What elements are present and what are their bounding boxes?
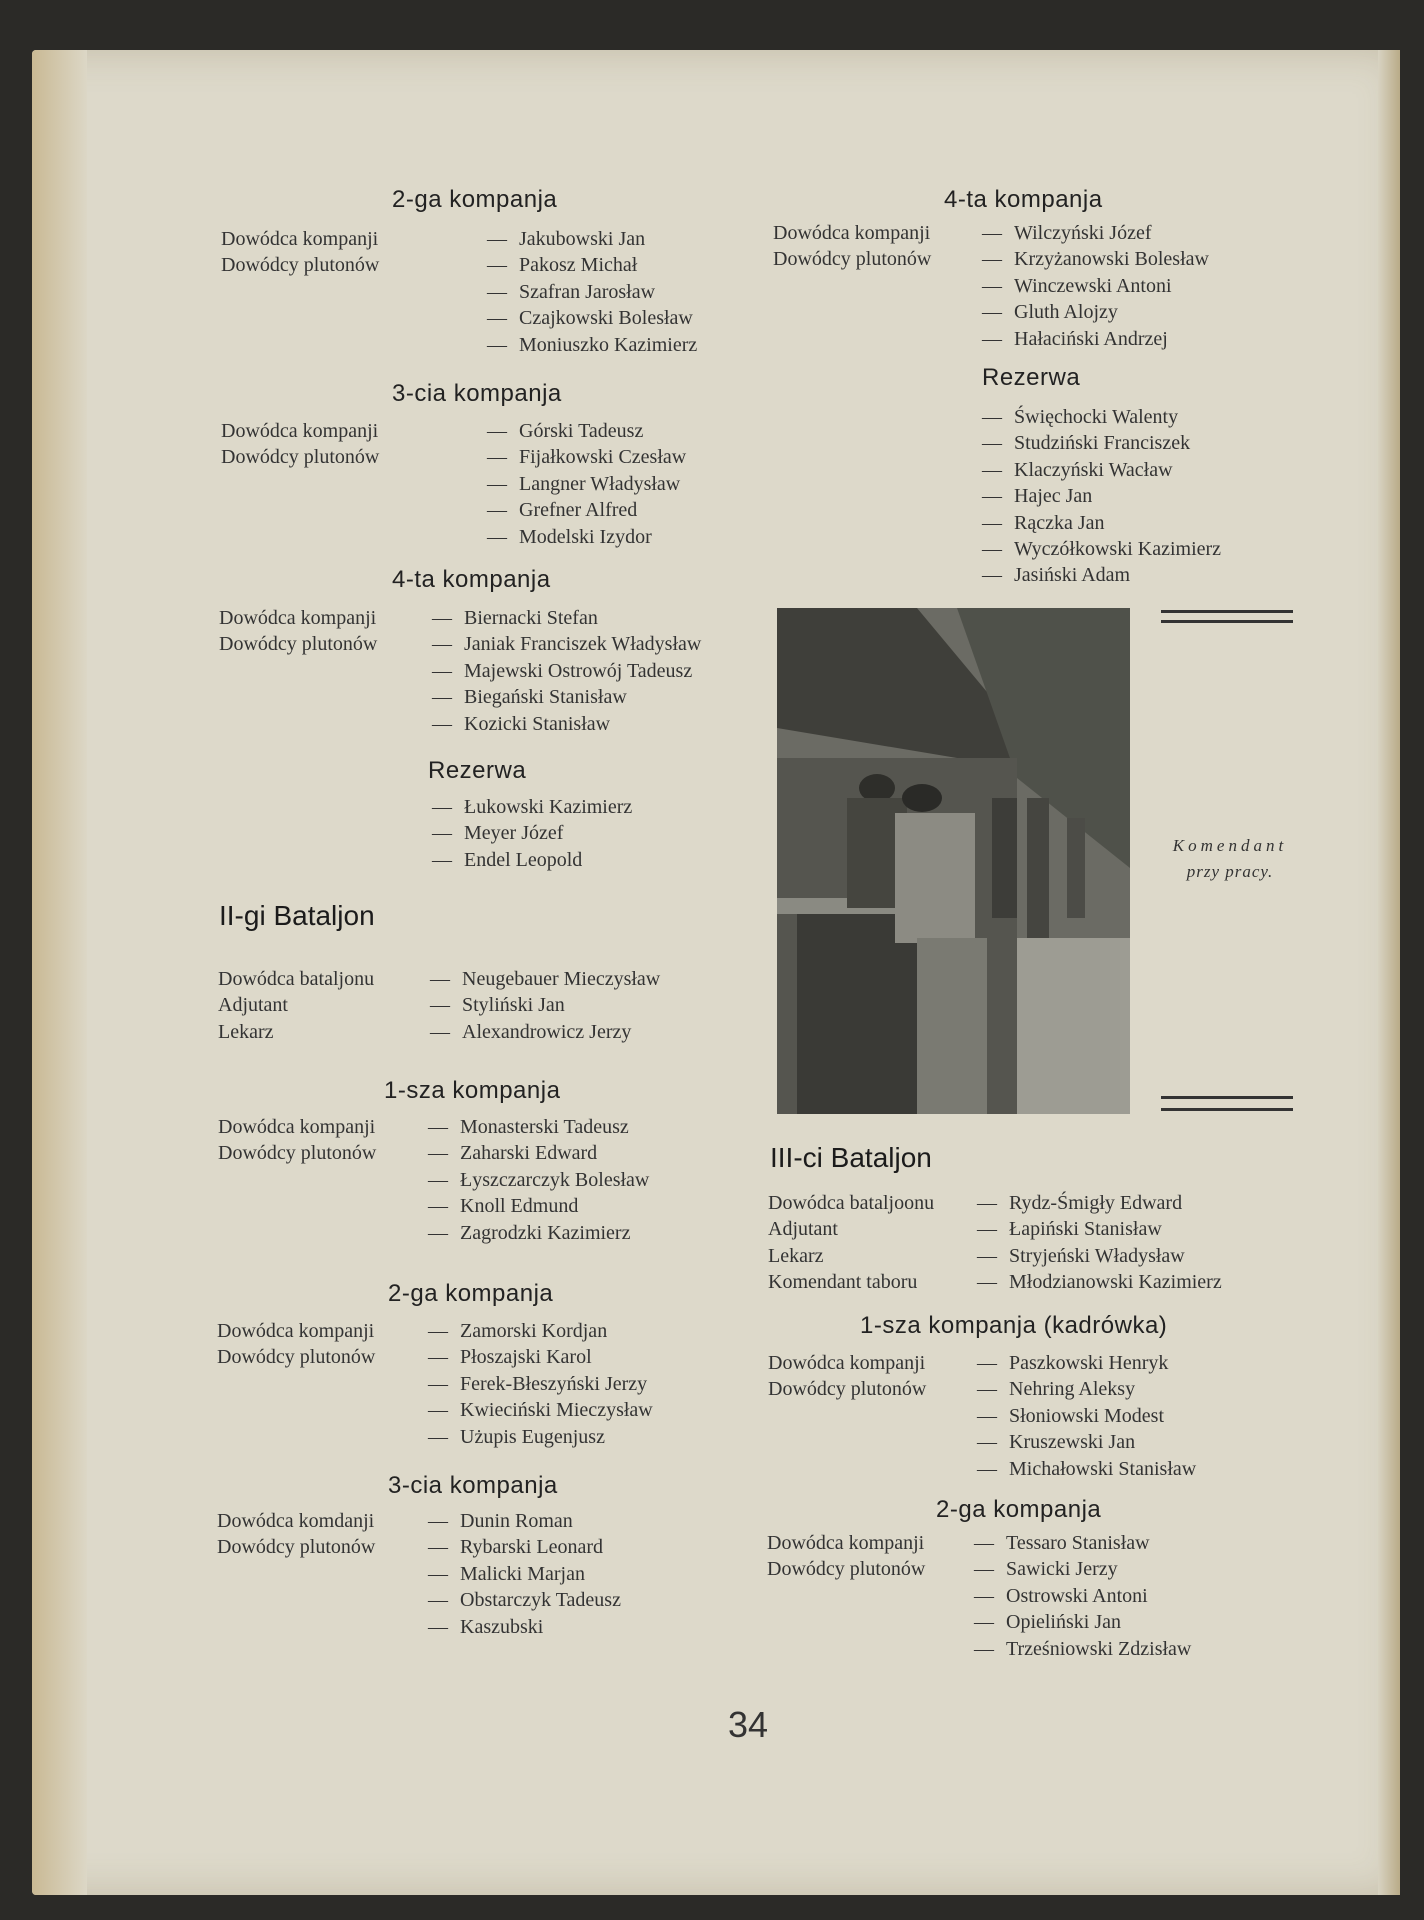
person-name: Wilczyński Józef [1014,222,1152,244]
dash-mark: — [428,1425,448,1448]
left-rez-entry [430,794,632,820]
person-name: Czajkowski Bolesław [519,307,693,330]
person-name: Młodzianowski Kazimierz [1009,1271,1222,1294]
dash-mark: — [428,1116,448,1138]
dash-mark: — [428,1346,448,1369]
right-c4-heading: 4-ta kompanja [944,186,1103,213]
dash-mark: — [977,1457,997,1480]
person-name: Łyszczarczyk Bolesław [460,1168,650,1191]
person-name: Sawicki Jerzy [1006,1558,1118,1581]
dash-mark: — [430,968,450,990]
left-b2c3-label: Dowódca komdanji [217,1510,375,1532]
photo-caption-line1: Komendant [1172,836,1288,855]
person-name: Łapiński Stanisław [1009,1218,1162,1241]
dash-mark: — [974,1558,994,1581]
right-bat3-label: Adjutant [768,1218,838,1241]
person-name: Alexandrowicz Jerzy [462,1020,632,1043]
right-rez-entry [980,562,1130,588]
left-c2-entry [485,332,697,358]
dash-mark: — [428,1142,448,1165]
dash-mark: — [982,458,1002,481]
right-b3c2-entry [972,1530,1150,1556]
dash-mark: — [428,1615,448,1638]
dash-mark: — [487,525,507,548]
left-c3-label: Dowódcy plutonów [221,446,380,469]
rule-top-1 [1161,610,1293,613]
left-b2c1-entry [426,1167,649,1193]
person-name: Fijałkowski Czesław [519,446,687,469]
dash-mark: — [487,280,507,303]
left-c4-entry [430,631,701,657]
person-name: Szafran Jarosław [519,280,656,303]
left-c3-label: Dowódca kompanji [221,420,379,442]
person-name: Zagrodzki Kazimierz [460,1221,631,1244]
right-bat3-label: Komendant taboru [768,1271,918,1294]
dash-mark: — [982,406,1002,428]
left-c4-label: Dowódcy plutonów [219,633,378,656]
person-name: Styliński Jan [462,994,565,1017]
person-name: Winczewski Antoni [1014,274,1172,297]
left-rez-entry [430,820,563,846]
left-c3-entry [485,418,643,444]
dash-mark: — [974,1637,994,1660]
person-name: Łukowski Kazimierz [464,796,633,818]
dash-mark: — [432,659,452,682]
person-name: Moniuszko Kazimierz [519,333,698,356]
person-name: Langner Władysław [519,472,681,495]
person-name: Knoll Edmund [460,1195,579,1218]
right-bat3-label: Dowódca bataljoonu [768,1192,935,1214]
left-c3-entry [485,471,680,497]
dash-mark: — [430,994,450,1017]
dash-mark: — [487,228,507,250]
dash-mark: — [982,432,1002,455]
left-b2c2-label: Dowódca kompanji [217,1320,375,1342]
person-name: Jakubowski Jan [519,228,646,250]
dash-mark: — [982,327,1002,350]
person-name: Janiak Franciszek Władysław [464,633,702,656]
dash-mark: — [432,633,452,656]
dash-mark: — [974,1584,994,1607]
dash-mark: — [982,274,1002,297]
dash-mark: — [977,1352,997,1374]
person-name: Meyer Józef [464,822,564,845]
dash-mark: — [432,607,452,629]
left-c3-entry [485,524,652,550]
person-name: Słoniowski Modest [1009,1404,1165,1427]
left-b2c3-entry [426,1508,573,1534]
dash-mark: — [982,485,1002,508]
person-name: Rączka Jan [1014,511,1105,534]
photograph-image [777,608,1130,1114]
right-b3c2-entry [972,1636,1191,1662]
left-bat2-entry [428,966,660,992]
person-name: Obstarczyk Tadeusz [460,1589,621,1612]
right-b3c2-entry [972,1583,1148,1609]
person-name: Wyczółkowski Kazimierz [1014,538,1222,560]
left-rez-entry [430,847,582,873]
person-name: Klaczyński Wacław [1014,458,1173,481]
left-bat2-entry [428,1019,631,1045]
right-rez-entry [980,483,1092,509]
dash-mark: — [428,1372,448,1395]
rule-bottom-2 [1161,1108,1293,1111]
dash-mark: — [977,1404,997,1427]
left-c4-label: Dowódca kompanji [219,607,377,629]
right-b3c1-entry [975,1456,1196,1482]
dash-mark: — [432,822,452,845]
person-name: Stryjeński Władysław [1009,1244,1185,1267]
right-b3c1-entry [975,1350,1168,1376]
person-name: Gluth Alojzy [1014,301,1118,324]
right-bat3-entry [975,1190,1182,1216]
right-b3c2-heading: 2-ga kompanja [936,1496,1102,1523]
left-c4-entry [430,658,692,684]
photo-caption-line2: przy pracy. [1186,862,1274,881]
left-c2-label: Dowódcy plutonów [221,254,380,277]
dash-mark: — [428,1320,448,1342]
dash-mark: — [487,472,507,495]
person-name: Jasiński Adam [1014,564,1131,587]
person-name: Kwieciński Mieczysław [460,1399,653,1422]
left-b2c1-entry [426,1140,597,1166]
dash-mark: — [982,538,1002,560]
left-c2-entry [485,279,655,305]
person-name: Zaharski Edward [460,1142,598,1165]
left-bat2-label: Adjutant [218,994,288,1017]
left-bat2-entry [428,992,565,1018]
page-number: 34 [728,1704,769,1745]
left-b2c3-entry [426,1534,603,1560]
person-name: Trześniowski Zdzisław [1006,1637,1192,1660]
dash-mark: — [982,222,1002,244]
dash-mark: — [428,1589,448,1612]
person-name: Opieliński Jan [1006,1611,1121,1634]
dash-mark: — [432,796,452,818]
dash-mark: — [430,1020,450,1043]
right-b3c2-entry [972,1556,1118,1582]
left-b2c3-label: Dowódcy plutonów [217,1536,376,1559]
dash-mark: — [428,1562,448,1585]
right-c4-entry [980,326,1168,352]
right-bat3-entry [975,1216,1162,1242]
right-bat3-label: Lekarz [768,1244,824,1267]
left-bat2-label: Lekarz [218,1020,274,1043]
left-b2c2-entry [426,1424,605,1450]
left-b2c2-entry [426,1318,607,1344]
left-c4-entry [430,711,610,737]
left-b2c3-entry [426,1561,585,1587]
dash-mark: — [977,1431,997,1454]
left-c2-label: Dowódca kompanji [221,228,379,250]
person-name: Rybarski Leonard [460,1536,604,1559]
dash-mark: — [487,420,507,442]
left-c2-entry [485,252,637,278]
rule-bottom-1 [1161,1096,1293,1099]
left-b2c1-label: Dowódca kompanji [218,1116,376,1138]
dash-mark: — [977,1218,997,1241]
left-b2c2-label: Dowódcy plutonów [217,1346,376,1369]
person-name: Dunin Roman [460,1510,573,1532]
person-name: Ostrowski Antoni [1006,1584,1148,1607]
person-name: Kozicki Stanisław [464,712,611,735]
right-c4-entry [980,246,1209,272]
dash-mark: — [487,446,507,469]
person-name: Użupis Eugenjusz [460,1425,605,1448]
person-name: Biegański Stanisław [464,686,627,709]
right-b3c1-entry [975,1403,1164,1429]
right-rez-entry [980,404,1178,430]
left-b2c2-entry [426,1371,647,1397]
dash-mark: — [982,301,1002,324]
dash-mark: — [432,848,452,871]
left-rez-heading: Rezerwa [428,757,527,784]
person-name: Rydz-Śmigły Edward [1009,1192,1183,1214]
dash-mark: — [487,307,507,330]
dash-mark: — [428,1510,448,1532]
right-rez-entry [980,510,1105,536]
person-name: Górski Tadeusz [519,420,644,442]
right-c4-entry [980,220,1151,246]
right-b3c1-entry [975,1376,1135,1402]
person-name: Michałowski Stanisław [1009,1457,1197,1480]
right-b3c2-label: Dowódcy plutonów [767,1558,926,1581]
right-bat3-entry [975,1243,1185,1269]
right-rez-heading: Rezerwa [982,364,1081,391]
right-c4-label: Dowódcy plutonów [773,248,932,271]
dash-mark: — [432,712,452,735]
person-name: Kruszewski Jan [1009,1431,1136,1454]
right-b3c1-entry [975,1429,1135,1455]
rule-top-2 [1161,620,1293,623]
right-b3c1-label: Dowódcy plutonów [768,1378,927,1401]
dash-mark: — [982,248,1002,271]
person-name: Biernacki Stefan [464,607,598,629]
left-c2-entry [485,305,693,331]
person-name: Płoszajski Karol [460,1346,592,1369]
person-name: Nehring Aleksy [1009,1378,1136,1401]
person-name: Święchocki Walenty [1014,406,1179,428]
person-name: Zamorski Kordjan [460,1320,608,1342]
left-c2-heading: 2-ga kompanja [392,186,558,213]
right-bat3-entry [975,1269,1222,1295]
left-b2c2-entry [426,1397,653,1423]
person-name: Tessaro Stanisław [1006,1532,1150,1554]
left-b2c2-entry [426,1344,592,1370]
dash-mark: — [428,1168,448,1191]
left-b2c1-entry [426,1114,629,1140]
right-rez-entry [980,536,1221,562]
person-name: Kaszubski [460,1615,544,1638]
dash-mark: — [428,1221,448,1244]
person-name: Krzyżanowski Bolesław [1014,248,1209,271]
dash-mark: — [428,1195,448,1218]
right-c4-entry [980,299,1118,325]
left-c4-entry [430,684,627,710]
right-b3c1-heading: 1-sza kompanja (kadrówka) [860,1312,1168,1339]
person-name: Paszkowski Henryk [1009,1352,1169,1374]
left-b2c3-heading: 3-cia kompanja [388,1472,558,1499]
left-b2c1-entry [426,1220,630,1246]
right-b3c1-label: Dowódca kompanji [768,1352,926,1374]
person-name: Malicki Marjan [460,1562,585,1585]
left-b2c1-heading: 1-sza kompanja [384,1077,561,1104]
person-name: Pakosz Michał [519,254,638,277]
right-c4-entry [980,273,1172,299]
right-rez-entry [980,457,1173,483]
photograph-komendant [777,608,1130,1114]
dash-mark: — [487,254,507,277]
left-c3-entry [485,444,686,470]
dash-mark: — [977,1378,997,1401]
right-bat3-title: III-ci Bataljon [770,1142,932,1173]
dash-mark: — [977,1192,997,1214]
dash-mark: — [977,1244,997,1267]
left-b2c1-label: Dowódcy plutonów [218,1142,377,1165]
person-name: Studziński Franciszek [1014,432,1191,455]
right-b3c2-label: Dowódca kompanji [767,1532,925,1554]
person-name: Monasterski Tadeusz [460,1116,629,1138]
left-c4-heading: 4-ta kompanja [392,566,551,593]
left-bat2-label: Dowódca bataljonu [218,968,375,990]
dash-mark: — [487,499,507,522]
right-rez-entry [980,430,1190,456]
left-b2c2-heading: 2-ga kompanja [388,1280,554,1307]
dash-mark: — [428,1399,448,1422]
left-b2c3-entry [426,1587,621,1613]
dash-mark: — [428,1536,448,1559]
person-name: Neugebauer Mieczysław [462,968,661,990]
dash-mark: — [974,1611,994,1634]
left-b2c3-entry [426,1614,543,1640]
dash-mark: — [982,564,1002,587]
dash-mark: — [487,333,507,356]
person-name: Endel Leopold [464,848,583,871]
left-c3-heading: 3-cia kompanja [392,380,562,407]
person-name: Modelski Izydor [519,525,652,548]
left-b2c1-entry [426,1193,578,1219]
left-c4-entry [430,605,598,631]
person-name: Hałaciński Andrzej [1014,327,1168,350]
dash-mark: — [982,511,1002,534]
left-c2-entry [485,226,645,252]
person-name: Ferek-Błeszyński Jerzy [460,1372,648,1395]
person-name: Hajec Jan [1014,485,1093,508]
person-name: Grefner Alfred [519,499,638,522]
dash-mark: — [432,686,452,709]
left-c3-entry [485,497,637,523]
page-right-edge [1378,50,1400,1895]
left-bat2-title: II-gi Bataljon [219,900,375,931]
person-name: Majewski Ostrowój Tadeusz [464,659,693,682]
page-binding-edge [32,50,87,1895]
dash-mark: — [974,1532,994,1554]
right-b3c2-entry [972,1609,1121,1635]
dash-mark: — [977,1271,997,1294]
right-c4-label: Dowódca kompanji [773,222,931,244]
